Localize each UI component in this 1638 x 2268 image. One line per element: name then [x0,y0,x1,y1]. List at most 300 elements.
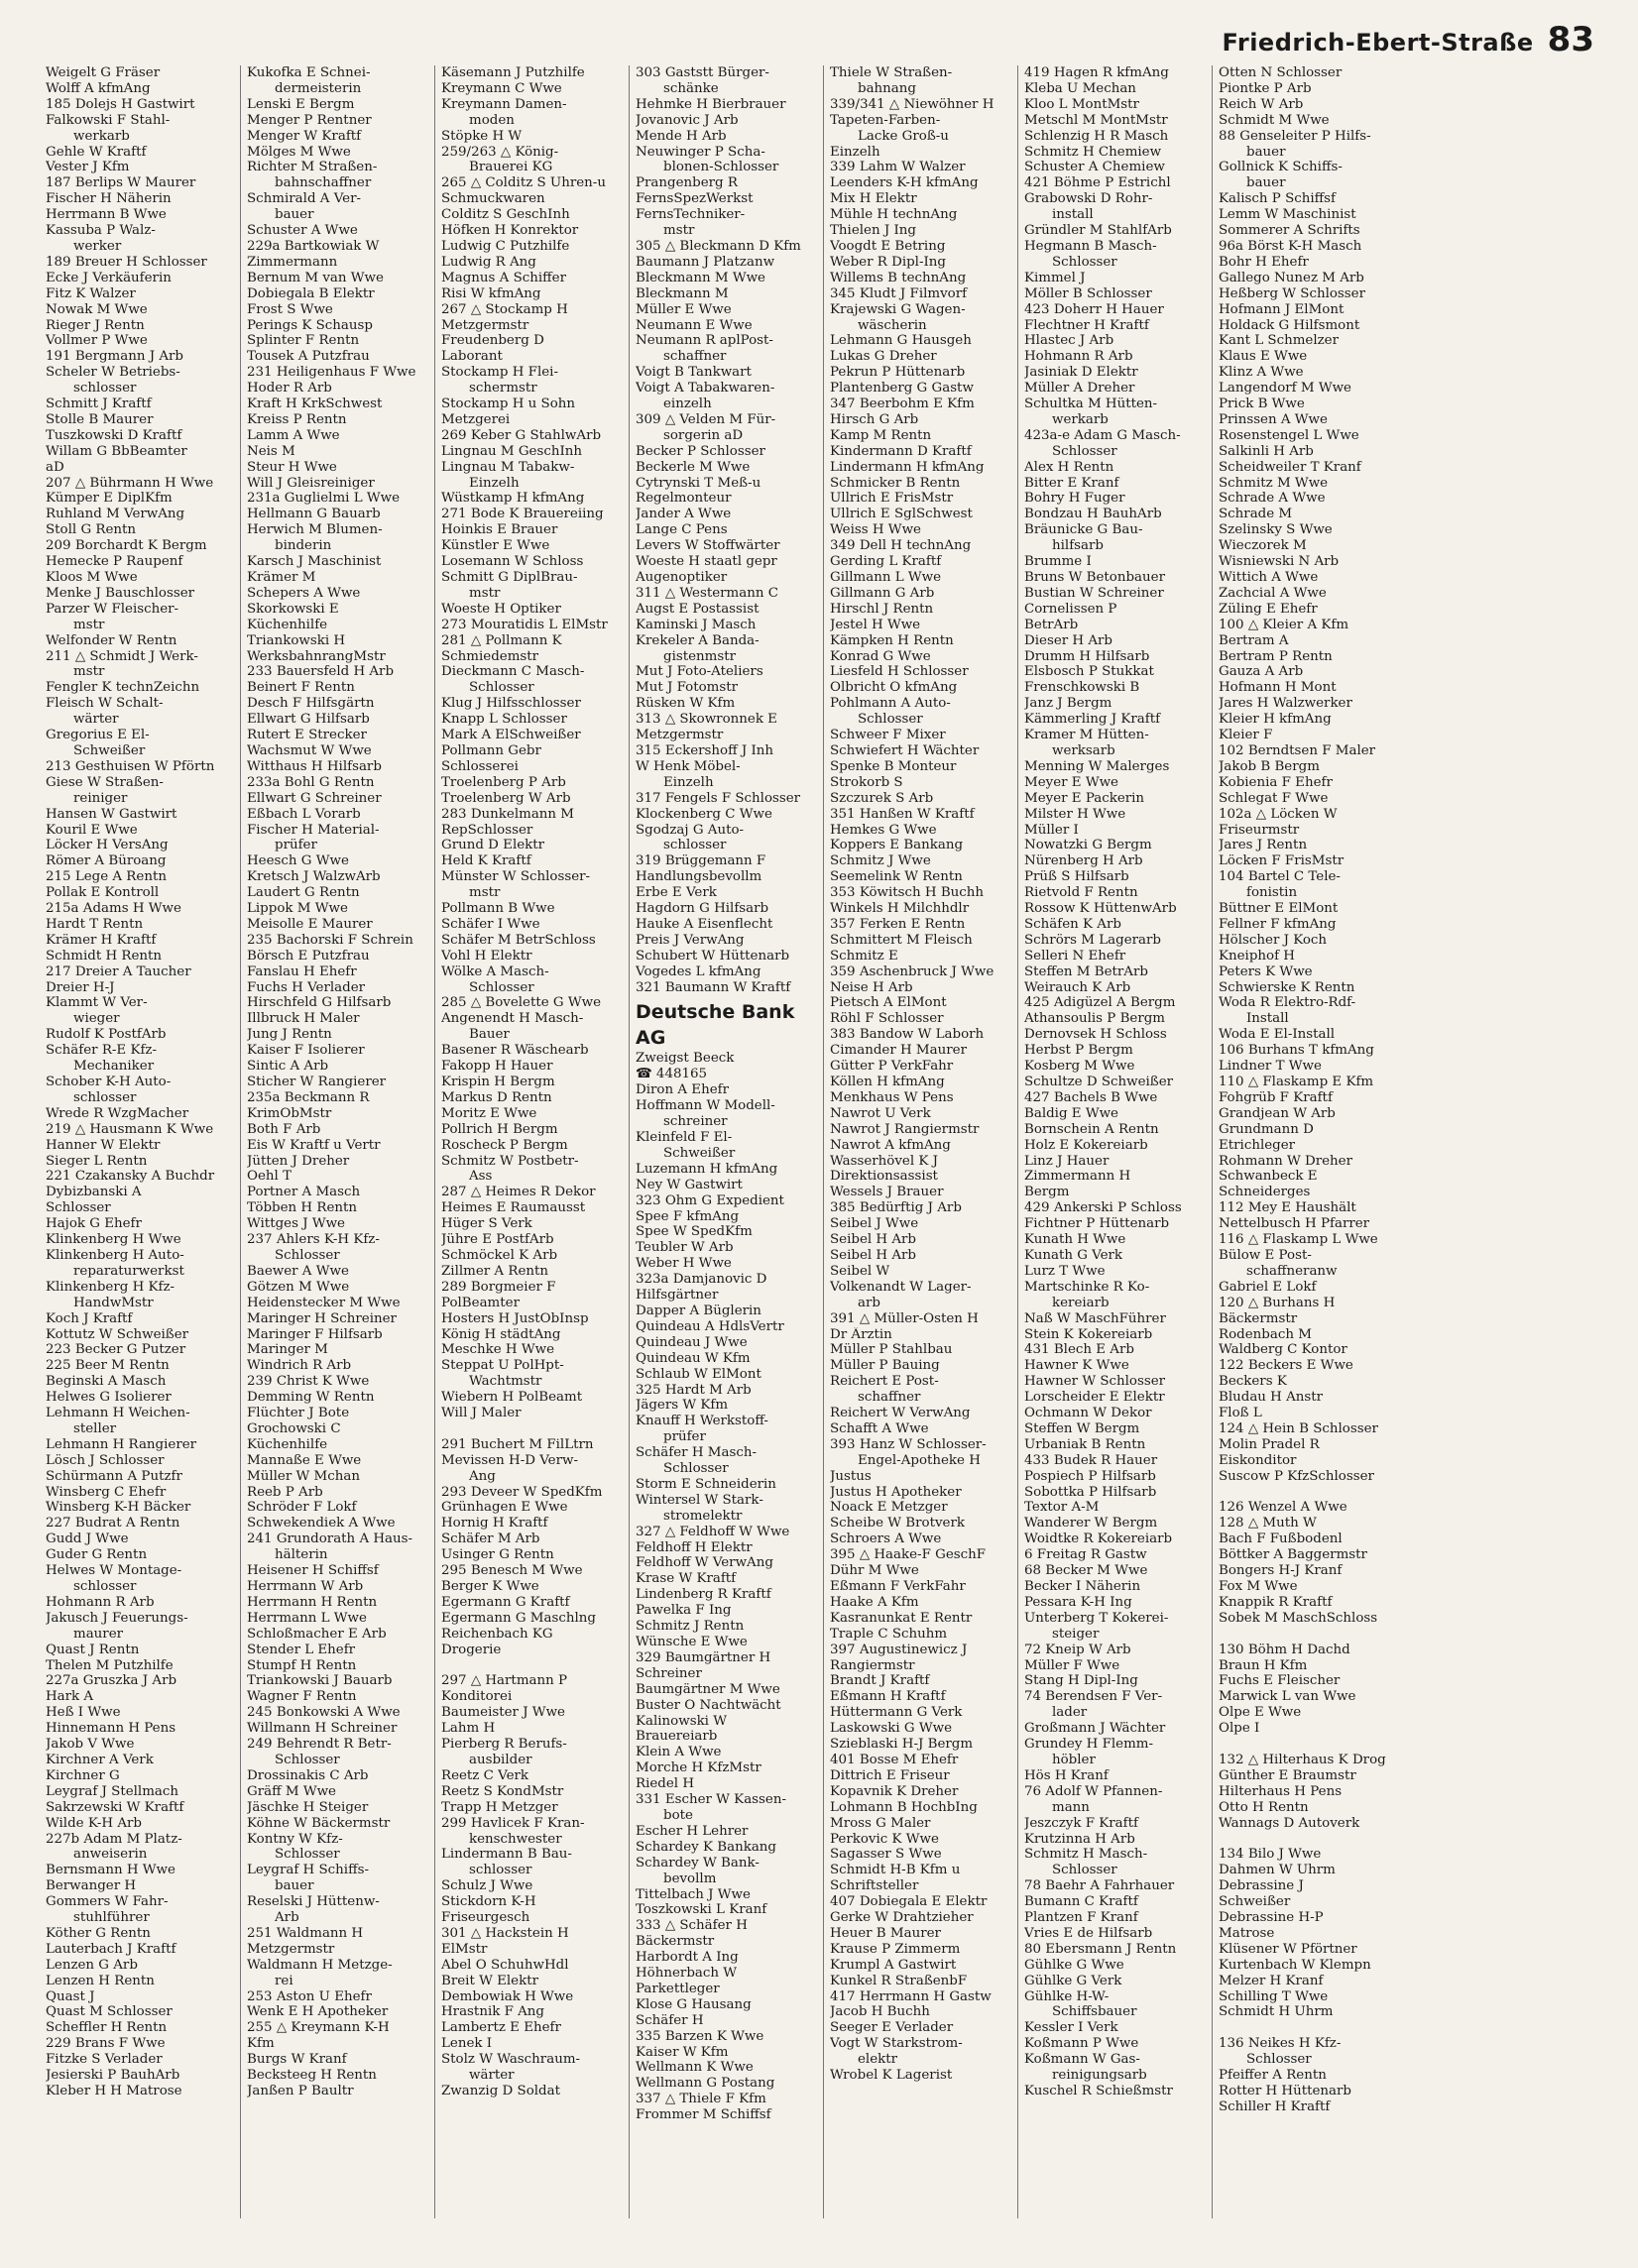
directory-entry: Drogerie [441,1642,502,1657]
directory-entry: Meyer E Wwe [1024,774,1118,790]
directory-entry: Rossow K HüttenwArb [1024,901,1177,917]
directory-entry: Gollnick K Schiffs- [1219,160,1343,175]
directory-entry: Fitzke S Verlader [46,2052,163,2068]
directory-entry: Helwes W Montage- [46,1563,182,1579]
directory-entry: Kümper E DiplKfm [46,491,173,507]
directory-entry: Grünhagen E Wwe [441,1500,568,1516]
directory-entry: Lehmann H Weichen- [46,1406,190,1421]
directory-entry: Koppers E Bankang [830,838,964,853]
directory-entry: 76 Adolf W Pfannen- [1024,1783,1163,1799]
directory-entry: 221 Czakansky A Buchdr [46,1169,215,1185]
directory-entry: Jander A Wwe [636,507,732,522]
directory-entry: Baumgärtner M Wwe [636,1681,780,1697]
directory-entry: 395 △ Haake-F GeschF [830,1547,987,1563]
directory-entry: Willmann H Schreiner [247,1721,398,1737]
directory-entry: Wanderer W Bergm [1024,1516,1158,1531]
directory-entry: Jares J Rentn [1219,838,1308,853]
directory-entry: Urbaniak B Rentn [1024,1436,1146,1452]
directory-entry: gistenmstr [663,648,737,664]
directory-entry: 273 Mouratidis L ElMstr [441,617,608,632]
directory-entry: 112 Mey E Haushält [1219,1200,1356,1216]
directory-entry: moden [469,112,515,128]
directory-entry: Flechtner H Kraftf [1024,317,1149,333]
directory-entry: Both F Arb [247,1121,321,1137]
directory-entry: Schrade M [1219,507,1293,522]
directory-entry: Spenke B Monteur [830,758,957,774]
directory-entry: Pohlmann A Auto- [830,696,951,712]
directory-entry: arb [858,1295,880,1310]
directory-entry: Römer A Büroang [46,853,167,869]
directory-entry: Bongers H-J Kranf [1219,1563,1343,1579]
directory-entry: Seibel H Arb [830,1232,916,1248]
directory-entry: Kleier H kfmAng [1219,712,1332,728]
directory-entry: Klug J Hilfsschlosser [441,696,581,712]
directory-entry: Mross G Maler [830,1815,931,1831]
directory-entry: Liesfeld H Schlosser [830,664,969,680]
directory-entry: Herbst P Bergm [1024,1043,1133,1059]
directory-entry: Willam G BbBeamter [46,443,187,459]
directory-entry: Kämmerling J Kraftf [1024,712,1161,728]
directory-entry: Egermann G Kraftf [441,1594,570,1610]
directory-entry: Martschinke R Ko- [1024,1279,1150,1295]
directory-entry: 227b Adam M Platz- [46,1831,182,1847]
directory-entry: Müller P Bauing [830,1358,940,1374]
directory-entry: Krispin H Bergm [441,1075,555,1089]
directory-entry: Skorkowski E [247,601,339,617]
directory-entry: Nowatzki G Bergm [1024,838,1152,853]
directory-entry: Dreier H-J [46,979,115,995]
directory-entry: Justus [830,1468,872,1484]
directory-entry: Weiss H Wwe [830,522,921,538]
directory-entry: Züling E Ehefr [1219,601,1318,617]
directory-entry: Rutert E Strecker [247,728,367,743]
directory-entry: Woda R Elektro-Rdf- [1219,995,1356,1011]
directory-entry: Wüstkamp H kfmAng [441,491,585,507]
directory-entry: Zimmermann H [1024,1169,1131,1185]
directory-entry: Schwierske K Rentn [1219,979,1355,995]
directory-entry: Regelmonteur [636,491,732,507]
directory-entry: Eßmann F VerkFahr [830,1579,966,1594]
directory-entry: Diron A Ehefr [636,1082,729,1098]
directory-entry: Mende H Arb [636,128,727,144]
directory-entry: Lehmann G Hausgeh [830,333,972,349]
directory-entry: Burgs W Kranf [247,2052,347,2068]
directory-entry: Büttner E ElMont [1219,901,1339,917]
directory-entry: stuhlführer [73,1910,150,1926]
directory-entry: Fuchs E Fleischer [1219,1673,1341,1689]
directory-entry: Kasranunkat E Rentr [830,1610,973,1626]
directory-entry: Stöpke H W [441,128,523,144]
directory-entry: Zimmermann [247,254,338,270]
directory-entry: anweiserin [73,1847,148,1863]
directory-entry: Pollak E Kontroll [46,885,160,901]
directory-entry: Otto H Rentn [1219,1799,1309,1815]
directory-entry: ElMstr [441,1941,488,1957]
directory-entry: Schultze D Schweißer [1024,1075,1174,1089]
directory-entry: Schultka M Hütten- [1024,397,1158,412]
directory-entry: 299 Havlicek F Kran- [441,1815,585,1831]
directory-entry: Menger P Rentner [247,112,372,128]
directory-entry: Hohmann R Arb [46,1594,155,1610]
directory-entry: blonen-Schlosser [663,160,779,175]
directory-entry: Kurtenbach W Klempn [1219,1957,1371,1973]
directory-entry: Ass [469,1169,493,1185]
directory-entry: Kaiser W Kfm [636,2044,729,2060]
directory-entry: Nawrot J Rangiermstr [830,1121,980,1137]
directory-entry: schlosser [73,1089,137,1105]
directory-entry: 397 Augustinewicz J [830,1642,968,1657]
directory-entry: Naß W MaschFührer [1024,1310,1166,1326]
directory-entry: Schmitz W Postbetr- [441,1153,579,1169]
directory-entry: Drumm H Hilfsarb [1024,648,1150,664]
directory-entry: Voogdt E Betring [830,238,946,254]
directory-entry: Wenk E H Apotheker [247,2004,389,2020]
directory-entry: Bohr H Ehefr [1219,254,1309,270]
directory-entry: Woidtke R Kokereiarb [1024,1531,1173,1547]
directory-entry: schreiner [663,1114,728,1130]
directory-entry: 231 Heiligenhaus F Wwe [247,365,416,381]
directory-entry: Ellwart G Schreiner [247,790,382,806]
directory-entry: Rudolf K PostfArb [46,1027,167,1043]
directory-entry: Schlosser [469,680,534,696]
directory-entry: Rietvold F Rentn [1024,885,1138,901]
directory-entry: Laskowski G Wwe [830,1721,953,1737]
directory-entry: Schlosserei [441,758,519,774]
directory-entry: Thiele W Straßen- [830,65,953,80]
directory-entry: 255 △ Kreymann K-H [247,2020,390,2036]
directory-entry: Lindermann B Bau- [441,1847,572,1863]
directory-entry: 313 △ Skowronnek E [636,712,777,728]
directory-entry: Wachsmut W Wwe [247,742,372,758]
directory-entry: Küchenhilfe [247,617,328,632]
directory-entry: Schmittert M Fleisch [830,932,973,948]
directory-entry: Gühlke H-W- [1024,1988,1110,2004]
directory-entry: Heuer B Maurer [830,1925,941,1941]
directory-entry: Schmuckwaren [441,191,545,207]
directory-entry: 421 Böhme P Estrichl [1024,175,1171,191]
directory-entry: Pierberg R Berufs- [441,1737,567,1753]
directory-entry: 239 Christ K Wwe [247,1374,370,1390]
directory-entry: Steffen M BetrArb [1024,964,1148,979]
directory-entry: Jeszczyk F Kraftf [1024,1815,1138,1831]
directory-entry: Peters K Wwe [1219,964,1313,979]
directory-entry: Hardt T Rentn [46,916,144,932]
directory-entry: Reichenbach KG [441,1626,553,1642]
directory-entry: Mevissen H-D Verw- [441,1452,578,1468]
directory-entry: Wintersel W Stark- [636,1492,763,1508]
directory-entry: Großmann J Wächter [1024,1721,1166,1737]
directory-entry: Schmiedemstr [441,648,539,664]
directory-entry: 357 Ferken E Rentn [830,916,966,932]
directory-entry: Olpe I [1219,1721,1260,1737]
directory-entry: Neumann R aplPost- [636,333,773,349]
directory-entry: Otten N Schlosser [1219,65,1343,80]
directory-entry: Oehl T [247,1169,292,1185]
directory-entry: Hornig H Kraftf [441,1516,548,1531]
directory-entry: Schwekendiek A Wwe [247,1516,396,1531]
directory-entry: Woda E El-Install [1219,1027,1336,1043]
directory-entry: Etrichleger [1219,1137,1296,1153]
directory-entry: Schäfer H Masch- [636,1445,757,1461]
directory-entry: Menger W Kraftf [247,128,362,144]
directory-entry: Klose G Hausang [636,1996,752,2012]
directory-entry: Stumpf H Rentn [247,1657,357,1673]
directory-entry: Lahm H [441,1721,496,1737]
directory-entry: Triankowski H [247,632,346,648]
directory-entry: Bäckermstr [1219,1310,1298,1326]
directory-entry: Reetz C Verk [441,1767,529,1783]
directory-entry: Böttker A Baggermstr [1219,1547,1367,1563]
directory-entry: schlosser [73,381,137,397]
directory-entry: Ullrich E FrisMstr [830,491,954,507]
directory-entry: Olbricht O kfmAng [830,680,958,696]
directory-entry: Knauff H Werkstoff- [636,1414,768,1429]
directory-entry: Sieger L Rentn [46,1153,148,1169]
directory-entry: Hüger S Verk [441,1216,532,1232]
directory-entry: Dembowiak H Wwe [441,1988,574,2004]
directory-entry: Rohmann W Dreher [1219,1153,1352,1169]
directory-entry: 235a Beckmann R [247,1089,370,1105]
directory-entry: Schweißer [663,1145,736,1161]
directory-entry: Knappik R Kraftf [1219,1594,1333,1610]
directory-entry: Höhnerbach W [636,1966,738,1982]
directory-entry: Strokorb S [830,774,903,790]
directory-entry: Stoll G Rentn [46,522,137,538]
directory-entry: Elsbosch P Stukkat [1024,664,1154,680]
directory-entry: Lacke Groß-u [858,128,949,144]
directory-entry: 100 △ Kleier A Kfm [1219,617,1349,632]
directory-entry: Erbe E Verk [636,885,717,901]
directory-entry: Lindner T Wwe [1219,1059,1322,1075]
directory-entry: prüfer [663,1429,706,1445]
directory-entry: Vogt W Starkstrom- [830,2036,963,2052]
directory-entry: 327 △ Feldhoff W Wwe [636,1524,790,1539]
directory-entry: kenschwester [469,1831,562,1847]
directory-entry: Schäfer R-E Kfz- [46,1043,157,1059]
directory-entry: mstr [663,223,695,239]
directory-entry: Pessara K-H Ing [1024,1594,1132,1610]
directory-entry: Wittges J Wwe [247,1216,345,1232]
directory-entry: Lemm W Maschinist [1219,207,1356,223]
directory-entry: Brauerei KG [469,160,553,175]
directory-entry: Vries E de Hilfsarb [1024,1925,1153,1941]
directory-entry: Kramer M Hütten- [1024,728,1149,743]
directory-entry: Teubler W Arb [636,1240,734,1256]
directory-entry: 339/341 △ Niewöhner H [830,96,994,112]
directory-entry: Gillmann G Arb [830,585,935,601]
directory-entry: Luzemann H kfmAng [636,1161,778,1177]
directory-entry: Herrmann W Arb [247,1579,364,1594]
directory-entry: 385 Bedürftig J Arb [830,1200,962,1216]
directory-entry: Dybizbanski A [46,1185,142,1200]
directory-entry: 393 Hanz W Schlosser- [830,1436,987,1452]
directory-entry: Schmitz H Masch- [1024,1847,1148,1863]
directory-entry: Lippok M Wwe [247,901,348,917]
directory-entry: Richter M Straßen- [247,160,378,175]
directory-entry: bauer [275,207,314,223]
directory-entry: Tousek A Putzfrau [247,349,370,365]
directory-entry: Waldmann H Metzge- [247,1957,393,1973]
directory-entry: Heidenstecker M Wwe [247,1295,401,1310]
directory-entry: Quindeau W Kfm [636,1350,751,1366]
directory-entry: Holdack G Hilfsmont [1219,317,1360,333]
directory-entry: Wessels J Brauer [830,1185,944,1200]
directory-entry: Hellmann G Bauarb [247,507,381,522]
directory-entry: Kunath G Verk [1024,1247,1123,1263]
directory-entry: Langendorf M Wwe [1219,381,1351,397]
directory-entry: Lange C Pens [636,522,728,538]
directory-entry: Fengler K technZeichn [46,680,200,696]
directory-entry: Klinkenberg H Kfz- [46,1279,176,1295]
directory-columns [46,65,1600,2218]
directory-entry: Schulz J Wwe [441,1878,533,1894]
directory-entry: 349 Dell H technAng [830,538,972,554]
directory-entry: Wilde K-H Arb [46,1815,142,1831]
directory-entry: Suscow P KfzSchlosser [1219,1468,1374,1484]
directory-entry: Jung J Rentn [247,1027,332,1043]
directory-entry: Kämpken H Rentn [830,632,954,648]
directory-entry: Schlegat F Wwe [1219,790,1329,806]
directory-entry: 116 △ Flaskamp L Wwe [1219,1232,1378,1248]
directory-column [240,65,434,2218]
directory-entry: Sobek M MaschSchloss [1219,1610,1378,1626]
directory-entry: Drossinakis C Arb [247,1767,369,1783]
directory-entry: Mut J Fotomstr [636,680,739,696]
directory-entry: Sticher W Rangierer [247,1075,387,1089]
directory-entry: Einzelh [469,475,520,491]
directory-entry: Schmitz M Wwe [1219,475,1329,491]
directory-entry: Bach F Fußbodenl [1219,1531,1343,1547]
directory-entry: Löcken F FrisMstr [1219,853,1345,869]
directory-entry: Schlosser [1052,1863,1117,1878]
directory-entry: 345 Kludt J Filmvorf [830,285,968,301]
directory-entry: Menning W Malerges [1024,758,1170,774]
directory-entry: Hüttermann G Verk [830,1705,963,1721]
directory-entry: Pekrun P Hüttenarb [830,365,966,381]
directory-entry: Friseurmstr [1219,822,1300,838]
directory-entry: Fakopp H Hauer [441,1059,553,1075]
directory-entry: Quast M Schlosser [46,2004,173,2020]
directory-entry: Jäschke H Steiger [247,1799,369,1815]
directory-entry: Debrassine H-P [1219,1910,1324,1926]
directory-entry: Sagasser S Wwe [830,1847,942,1863]
directory-entry: Stickdorn K-H [441,1894,536,1910]
directory-entry: 233 Bauersfeld H Arb [247,664,395,680]
directory-entry: 289 Borgmeier F [441,1279,556,1295]
directory-entry: Metzgermstr [247,1941,335,1957]
directory-entry: Kaminski J Masch [636,617,757,632]
directory-entry: Mannaße E Wwe [247,1452,362,1468]
directory-entry: Kleba U Mechan [1024,80,1136,96]
directory-entry: Hark A [46,1689,94,1705]
directory-entry: Günther E Braumstr [1219,1767,1356,1783]
directory-entry: Demming W Rentn [247,1390,375,1406]
directory-entry: Will J Gleisreiniger [247,475,375,491]
directory-entry: Bitter E Kranf [1024,475,1119,491]
directory-entry: 72 Kneip W Arb [1024,1642,1131,1657]
directory-entry: Schlosser [469,979,534,995]
directory-entry: Melzer H Kranf [1219,1973,1324,1988]
directory-entry: Hoinkis E Brauer [441,522,558,538]
directory-entry: Lindenberg R Kraftf [636,1587,771,1603]
directory-entry: Klinkenberg H Wwe [46,1232,181,1248]
directory-entry: 353 Köwitsch H Buchh [830,885,985,901]
directory-entry: bahnang [858,80,916,96]
directory-entry: Noack E Metzger [830,1500,948,1516]
directory-entry: Konditorei [441,1689,513,1705]
directory-entry: werksarb [1052,742,1115,758]
directory-entry: Dobiegala B Elektr [247,285,375,301]
directory-entry: Dieckmann C Masch- [441,664,585,680]
directory-entry: Schlosser [663,1461,729,1477]
directory-entry: Einzelh [830,144,880,160]
directory-entry: Wagner F Rentn [247,1689,357,1705]
directory-entry: Heimes E Raumausst [441,1200,586,1216]
directory-entry: Eßbach L Vorarb [247,806,361,822]
directory-entry: Münster W Schlosser- [441,869,591,885]
directory-entry: Breit W Elektr [441,1973,538,1988]
directory-entry [1219,2020,1400,2036]
directory-entry: Bumann C Kraftf [1024,1894,1138,1910]
directory-entry: Brandt J Kraftf [830,1673,930,1689]
directory-entry: Kleinfeld F El- [636,1130,733,1145]
directory-entry: 259/263 △ König- [441,144,559,160]
directory-entry: Lorscheider E Elektr [1024,1390,1165,1406]
directory-entry: Dahmen W Uhrm [1219,1863,1336,1878]
directory-column [46,65,240,2218]
directory-entry: Wrede R WzgMacher [46,1105,189,1121]
directory-entry: Kraft H KrkSchwest [247,397,383,412]
directory-entry: Cornelissen P [1024,601,1117,617]
directory-entry: Leenders K-H kfmAng [830,175,979,191]
directory-entry: bote [663,1807,693,1823]
directory-entry: Löcker H VersAng [46,838,169,853]
directory-entry: Lenek I [441,2036,493,2052]
directory-entry: Nürenberg H Arb [1024,853,1143,869]
directory-entry: Schäfer M Arb [441,1531,540,1547]
directory-entry: 317 Fengels F Schlosser [636,790,801,806]
directory-entry: Gehle W Kraftf [46,144,147,160]
directory-entry: Kindermann D Kraftf [830,443,972,459]
directory-entry: wärter [469,2068,515,2084]
directory-entry: Levers W Stoffwärter [636,538,780,554]
directory-entry: Will J Maler [441,1406,522,1421]
directory-entry: Többen H Rentn [247,1200,357,1216]
directory-entry: Mölges M Wwe [247,144,351,160]
directory-entry: Weber R Dipl-Ing [830,254,946,270]
directory-entry: elektr [858,2052,898,2068]
directory-entry: Müller F Wwe [1024,1657,1120,1673]
directory-entry: Hemecke P Raupenf [46,554,183,570]
directory-entry: 407 Dobiegala E Elektr [830,1894,988,1910]
directory-entry: 423a-e Adam G Masch- [1024,427,1181,443]
directory-entry: Pollmann Gebr [441,742,541,758]
directory-entry: Laborant [441,349,503,365]
directory-entry: Rotter H Hüttenarb [1219,2084,1351,2098]
directory-entry: mstr [469,885,501,901]
directory-entry: 102 Berndtsen F Maler [1219,742,1376,758]
directory-entry: Schäfen K Arb [1024,916,1121,932]
directory-entry: reparaturwerkst [73,1263,184,1279]
directory-entry: 227a Gruszka J Arb [46,1673,177,1689]
directory-entry: Windrich R Arb [247,1358,352,1374]
directory-entry: Parkettleger [636,1981,720,1996]
directory-entry: 253 Aston U Ehefr [247,1988,372,2004]
directory-entry: 309 △ Velden M Für- [636,411,776,427]
directory-entry: Mechaniker [73,1059,155,1075]
directory-entry: bauer [1246,144,1286,160]
directory-entry: schaffner [663,349,727,365]
